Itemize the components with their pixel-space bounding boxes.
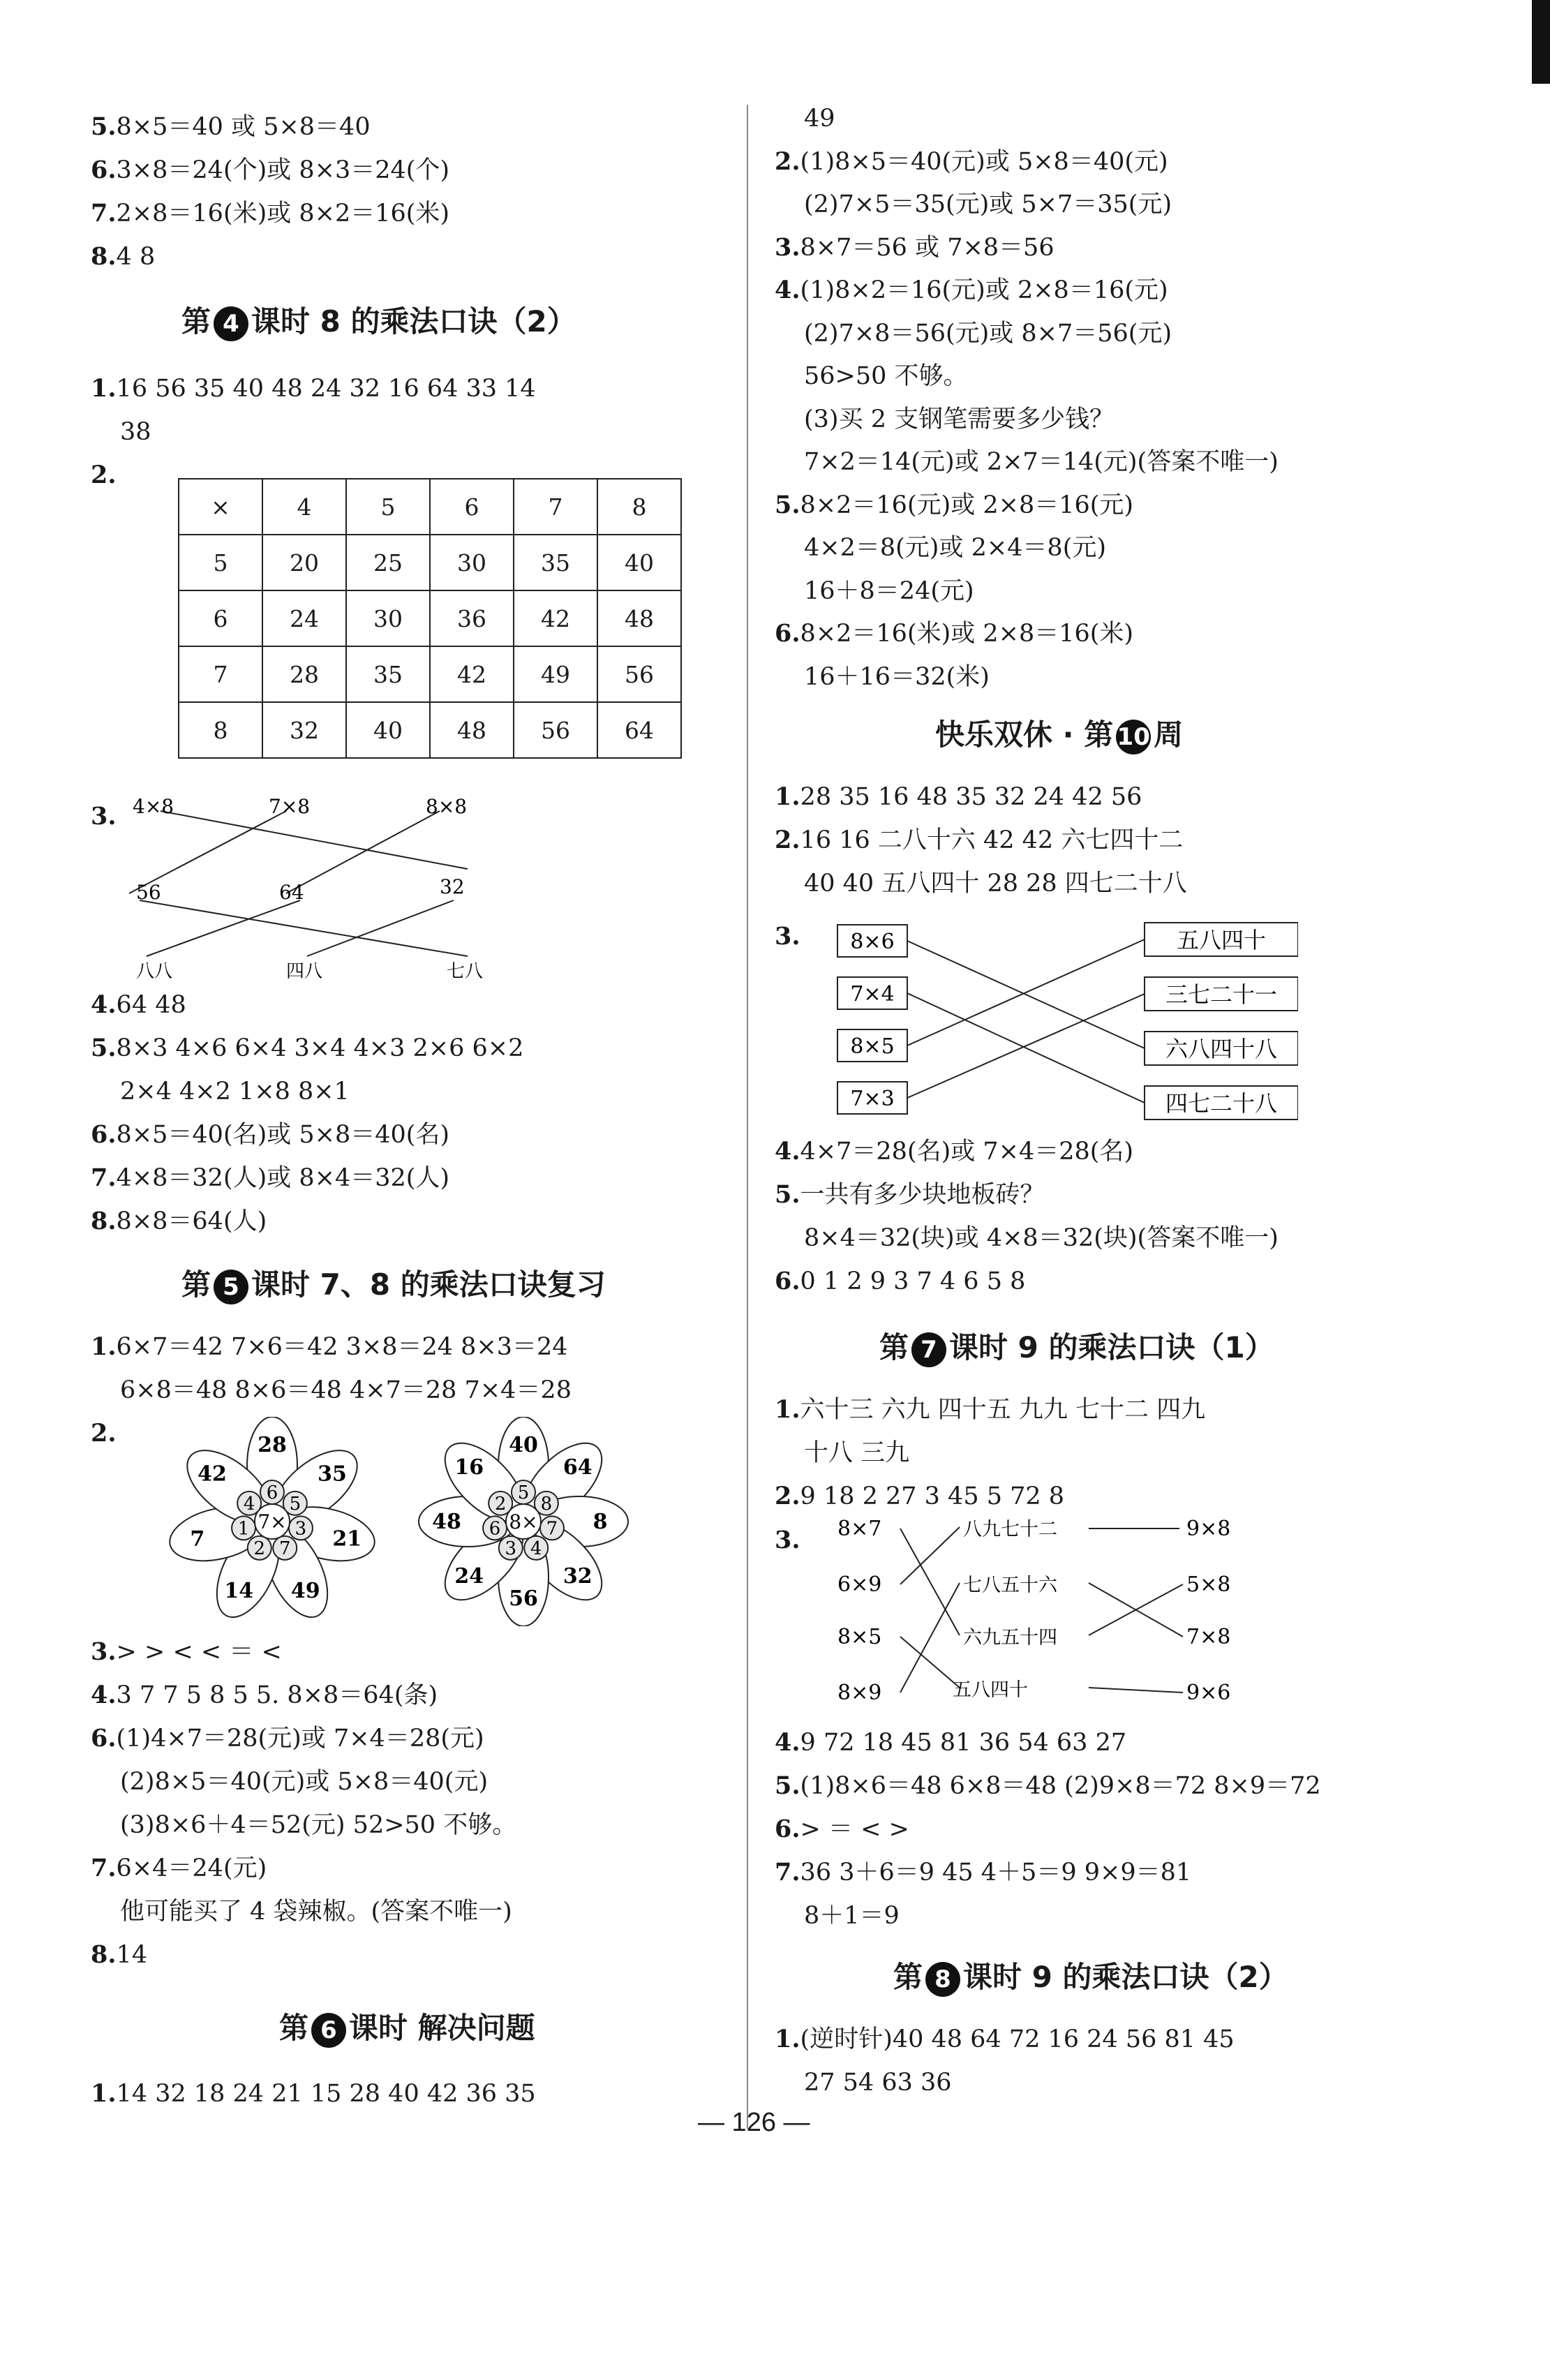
question-number: 6. [91, 1724, 117, 1753]
table-cell: 6 [179, 590, 262, 646]
table-cell: × [179, 479, 262, 535]
table-cell: 48 [597, 590, 681, 646]
match-line [900, 1527, 960, 1584]
answer-line [775, 275, 1168, 306]
answer-line [91, 2078, 536, 2109]
match-line [900, 1583, 960, 1693]
table-row [179, 535, 681, 590]
question-number: 3. [91, 1637, 117, 1666]
answer-line [91, 241, 155, 272]
petal-value: 8 [593, 1510, 608, 1534]
inner-value: 3 [295, 1518, 307, 1540]
matching-boxes-diagram [810, 914, 1298, 1124]
question-number: 5. [91, 112, 117, 141]
inner-value: 6 [489, 1518, 501, 1540]
answer-text: (1)8×2＝16(元)或 2×8＝16(元) [800, 276, 1168, 304]
answer-line [120, 1767, 488, 1797]
question-number: 4. [775, 276, 800, 304]
answer-line [804, 103, 835, 134]
question-number: 6. [91, 1120, 117, 1149]
rhyme-label: 四七二十八 [1165, 1090, 1278, 1117]
answer-line [804, 662, 990, 692]
answer-line [804, 533, 1106, 563]
answer-text: 8×5＝40 或 5×8＝40 [116, 113, 371, 141]
rhyme-label: 八九七十二 [963, 1519, 1057, 1540]
table-row [179, 590, 681, 646]
answer-line [804, 1223, 1279, 1254]
answer-line [804, 1438, 909, 1468]
table-cell: 35 [514, 535, 597, 590]
section-heading-lesson-8: 第 8 课时 9 的乘法口诀（2） [893, 1954, 1288, 1997]
answer-text: (2)7×8＝56(元)或 8×7＝56(元) [804, 319, 1172, 348]
answer-line [120, 417, 151, 447]
answer-text: 8×2＝16(米)或 2×8＝16(米) [800, 620, 1134, 648]
petal-value: 14 [224, 1579, 254, 1604]
question-number: 7. [91, 1163, 117, 1192]
multiplication-table [178, 478, 682, 759]
table-cell: 42 [430, 646, 514, 702]
question-number: 1. [91, 374, 117, 403]
answer-text: (3)8×6＋4＝52(元) 52>50 不够。 [120, 1811, 517, 1839]
answer-text: 8×7＝56 或 7×8＝56 [800, 233, 1055, 262]
answer-text: 8×4＝32(块)或 4×8＝32(块)(答案不唯一) [804, 1224, 1279, 1252]
answer-text: 4×8＝32(人)或 8×4＝32(人) [116, 1164, 450, 1192]
answer-line [804, 361, 968, 392]
answer-line [91, 1418, 117, 1449]
section-heading-lesson-7: 第 7 课时 9 的乘法口诀（1） [879, 1325, 1274, 1367]
petal-value: 7 [190, 1526, 205, 1552]
product-label: 56 [136, 881, 161, 904]
question-number: 4. [91, 990, 117, 1019]
rhyme-label: 六八四十八 [1165, 1036, 1278, 1062]
answer-text: 16 56 35 40 48 24 32 16 64 33 14 [116, 375, 536, 403]
answer-line [775, 825, 1183, 856]
section-heading-lesson-6: 第 6 课时 解决问题 [279, 2005, 535, 2048]
answer-text: > ＝ < > [800, 1815, 909, 1843]
petal-value: 28 [258, 1433, 287, 1457]
page-edge-mark [1532, 0, 1550, 84]
answer-line [775, 1136, 1133, 1167]
answer-text: 3×8＝24(个)或 8×3＝24(个) [116, 156, 450, 184]
table-cell: 42 [514, 590, 597, 646]
matching-diagram [119, 796, 565, 984]
table-cell: 5 [346, 479, 430, 535]
answer-line [775, 1481, 1064, 1512]
question-number: 4. [91, 1681, 117, 1709]
answer-text: 6×4＝24(元) [116, 1854, 267, 1882]
table-cell: 36 [430, 590, 514, 646]
expr-label: 9×6 [1186, 1681, 1231, 1705]
rhyme-label: 五八四十 [1176, 927, 1267, 953]
inner-value: 8 [540, 1493, 553, 1515]
section-heading-weekend-10: 快乐双休 · 第 10 周 [935, 712, 1183, 754]
table-cell: 8 [179, 702, 262, 758]
expr-label: 8×8 [426, 796, 468, 818]
answer-text: 六十三 六九 四十五 九九 七十二 四九 [800, 1396, 1206, 1424]
inner-value: 2 [253, 1538, 266, 1559]
question-number: 8. [91, 242, 117, 271]
petal-value: 21 [332, 1526, 362, 1552]
answer-text: 16 16 二八十六 42 42 六七四十二 [800, 826, 1184, 854]
answer-text: 4×2＝8(元)或 2×4＝8(元) [804, 534, 1107, 562]
question-number: 7. [91, 199, 117, 228]
answer-line [804, 576, 974, 607]
table-row [179, 646, 681, 702]
match-line [1089, 1584, 1183, 1635]
expr-label: 8×7 [837, 1517, 882, 1541]
answer-text: 38 [120, 418, 151, 446]
answer-line [775, 232, 1055, 263]
inner-value: 3 [505, 1538, 517, 1559]
petal-value: 64 [562, 1455, 593, 1480]
match-line [900, 1529, 960, 1635]
question-number: 2. [775, 826, 800, 854]
center-label: 7× [258, 1510, 287, 1533]
answer-line [91, 1853, 267, 1884]
table-cell: 35 [346, 646, 430, 702]
question-number: 2. [775, 1482, 800, 1510]
inner-value: 4 [530, 1538, 542, 1559]
answer-text: 40 40 五八四十 28 28 四七二十八 [804, 870, 1187, 898]
answer-text: 14 [116, 1941, 148, 1969]
section-heading-lesson-5: 第 5 课时 7、8 的乘法口诀复习 [181, 1262, 606, 1304]
product-label: 64 [279, 881, 304, 904]
petal-value: 42 [198, 1462, 227, 1487]
answer-line [91, 1332, 568, 1362]
answer-text: 2×4 4×2 1×8 8×1 [120, 1078, 350, 1106]
answer-line [91, 373, 536, 404]
petal-value: 40 [509, 1433, 538, 1457]
expr-label: 4×8 [133, 796, 174, 818]
table-cell: 30 [430, 535, 514, 590]
answer-line [804, 2067, 952, 2098]
question-number: 5. [775, 1180, 800, 1209]
answer-line [804, 1901, 900, 1931]
table-cell: 7 [514, 479, 597, 535]
answer-line [775, 1771, 1321, 1801]
question-number: 1. [775, 2025, 800, 2053]
answer-line [775, 1857, 1191, 1888]
expr-label: 7×8 [269, 796, 311, 818]
answer-line [775, 1180, 1045, 1210]
table-cell: 6 [430, 479, 514, 535]
petal-value: 49 [290, 1579, 320, 1604]
inner-value: 7 [546, 1518, 558, 1540]
answer-line [120, 1375, 572, 1406]
match-line [900, 1637, 960, 1688]
expr-label: 5×8 [1186, 1572, 1231, 1597]
petal-value: 56 [509, 1586, 538, 1611]
answer-text: 7×2＝14(元)或 2×7＝14(元)(答案不唯一) [804, 448, 1279, 476]
answer-text: 14 32 18 24 21 15 28 40 42 36 35 [116, 2080, 536, 2108]
petal-value: 32 [562, 1563, 593, 1589]
inner-value: 5 [289, 1493, 301, 1515]
answer-text: 4×7＝28(名)或 7×4＝28(名) [800, 1138, 1134, 1166]
answer-text: (2)8×5＝40(元)或 5×8＝40(元) [120, 1768, 489, 1796]
table-cell: 24 [262, 590, 346, 646]
answer-text: 8×5＝40(名)或 5×8＝40(名) [116, 1121, 450, 1149]
answer-text: 十八 三九 [804, 1439, 910, 1467]
table-cell: 25 [346, 535, 430, 590]
expr-label: 6×9 [837, 1572, 882, 1597]
answer-text: 27 54 63 36 [804, 2069, 952, 2097]
answer-text: 16＋8＝24(元) [804, 577, 974, 605]
answer-line [775, 1727, 1126, 1758]
question-number: 6. [775, 619, 800, 648]
table-cell: 8 [597, 479, 681, 535]
answer-line [120, 1810, 516, 1840]
answer-text: 3 7 7 5 8 5 5. 8×8＝64(条) [116, 1681, 438, 1709]
answer-line [775, 147, 1168, 177]
table-cell: 40 [597, 535, 681, 590]
answer-text: 64 48 [116, 991, 186, 1019]
answer-text: 他可能买了 4 袋辣椒。(答案不唯一) [120, 1898, 512, 1926]
rhyme-label: 三七二十一 [1165, 981, 1278, 1008]
petal-value: 24 [454, 1563, 484, 1589]
answer-line [120, 1896, 512, 1927]
answer-line [91, 1723, 484, 1754]
expr-label: 8×9 [837, 1681, 882, 1705]
question-number: 8. [91, 1207, 117, 1235]
question-number: 6. [91, 156, 117, 184]
answer-text: 8＋1＝9 [804, 1902, 900, 1930]
question-number: 1. [775, 782, 800, 811]
question-number: 4. [775, 1728, 800, 1757]
question-number: 3. [775, 232, 800, 262]
table-cell: 56 [597, 646, 681, 702]
center-label: 8× [509, 1510, 538, 1533]
match-line [907, 941, 1145, 1048]
question-number: 6. [775, 1815, 800, 1843]
answer-line [91, 198, 449, 229]
inner-value: 2 [494, 1493, 507, 1515]
table-cell: 32 [262, 702, 346, 758]
table-row [179, 702, 681, 758]
answer-text: (3)买 2 支钢笔需要多少钱？ [804, 405, 1115, 433]
answer-line [91, 1940, 147, 1970]
answer-text: > > < < ＝ < [116, 1638, 282, 1666]
expr-label: 8×6 [850, 930, 895, 954]
answer-line [91, 990, 186, 1020]
answer-line [775, 490, 1133, 521]
expr-label: 7×4 [850, 982, 895, 1006]
answer-text: 8×8＝64(人) [116, 1207, 267, 1235]
table-cell: 28 [262, 646, 346, 702]
question-number: 1. [91, 2079, 117, 2108]
rhyme-label: 五八四十 [953, 1679, 1028, 1701]
answer-text: 28 35 16 48 35 32 24 42 56 [800, 783, 1142, 811]
rhyme-label: 八八 [136, 961, 173, 982]
table-cell: 5 [179, 535, 262, 590]
answer-line [775, 782, 1142, 812]
answer-text: 4 8 [116, 243, 156, 271]
answer-line [804, 447, 1279, 477]
answer-text: 49 [804, 105, 835, 133]
answer-text: 56>50 不够。 [804, 362, 968, 390]
answer-line [775, 1266, 1025, 1297]
product-label: 32 [440, 875, 465, 898]
answer-text: (1)8×5＝40(元)或 5×8＝40(元) [800, 147, 1168, 176]
table-cell: 48 [430, 702, 514, 758]
answer-text: (逆时针)40 48 64 72 16 24 56 81 45 [800, 2025, 1235, 2053]
question-number: 1. [775, 1395, 800, 1424]
table-cell: 49 [514, 646, 597, 702]
answer-line [91, 1120, 449, 1150]
answer-line [804, 318, 1172, 349]
question-number: 3. [91, 802, 117, 831]
answer-text: 一共有多少块地板砖？ [800, 1181, 1045, 1209]
answer-text: 9 18 2 27 3 45 5 72 8 [800, 1482, 1065, 1510]
inner-value: 6 [266, 1482, 278, 1503]
table-cell: 7 [179, 646, 262, 702]
inner-value: 4 [243, 1493, 255, 1515]
answer-line [775, 1814, 909, 1845]
expr-label: 7×3 [850, 1087, 895, 1111]
answer-line [91, 1637, 282, 1667]
question-number: 4. [775, 1137, 800, 1166]
inner-value: 1 [237, 1518, 250, 1540]
expr-label: 9×8 [1186, 1517, 1231, 1541]
section-heading-lesson-4: 第 4 课时 8 的乘法口诀（2） [181, 299, 576, 341]
match-line [907, 939, 1145, 1046]
answer-line [91, 112, 371, 142]
rhyme-label: 六九五十四 [963, 1627, 1057, 1649]
question-number: 3. [775, 922, 800, 951]
column-divider [747, 105, 748, 2129]
rhyme-label: 四八 [286, 961, 323, 982]
table-cell: 30 [346, 590, 430, 646]
question-number: 8. [91, 1940, 117, 1969]
answer-text: 8×2＝16(元)或 2×8＝16(元) [800, 491, 1134, 519]
answer-line [91, 1163, 449, 1193]
question-number: 5. [775, 490, 800, 519]
answer-line [775, 618, 1133, 649]
answer-line [775, 2024, 1235, 2055]
table-cell: 20 [262, 535, 346, 590]
answer-line [91, 1206, 267, 1237]
question-number: 2. [91, 461, 117, 489]
table-cell: 64 [597, 702, 681, 758]
match-line [1089, 1688, 1183, 1693]
answer-text: 9 72 18 45 81 36 54 63 27 [800, 1729, 1127, 1757]
question-number: 7. [91, 1854, 117, 1882]
petal-value: 16 [454, 1455, 484, 1480]
answer-text: 6×8＝48 8×6＝48 4×7＝28 7×4＝28 [120, 1376, 572, 1404]
answer-text: 36 3＋6＝9 45 4＋5＝9 9×9＝81 [800, 1859, 1192, 1887]
answer-line [91, 155, 449, 186]
answer-line [804, 404, 1114, 435]
answer-text: (1)4×7＝28(元)或 7×4＝28(元) [116, 1725, 484, 1753]
question-number: 5. [775, 1771, 800, 1800]
answer-text: (2)7×5＝35(元)或 5×7＝35(元) [804, 191, 1172, 218]
answer-line [91, 1033, 523, 1064]
answer-text: 0 1 2 9 3 7 4 6 5 8 [800, 1267, 1026, 1295]
expr-label: 7×8 [1186, 1625, 1231, 1649]
question-number: 2. [775, 147, 800, 176]
answer-text: 6×7＝42 7×6＝42 3×8＝24 8×3＝24 [116, 1333, 568, 1361]
inner-value: 7 [278, 1538, 291, 1559]
answer-text: 2×8＝16(米)或 8×2＝16(米) [116, 200, 450, 228]
petal-value: 35 [318, 1462, 347, 1487]
rhyme-label: 七八五十六 [963, 1575, 1057, 1596]
table-row [179, 479, 681, 535]
rhyme-label: 七八 [447, 961, 484, 982]
inner-value: 5 [517, 1482, 530, 1503]
matching-rhymes-diagram [810, 1515, 1298, 1717]
answer-text: 16＋16＝32(米) [804, 662, 990, 691]
answer-line [120, 1076, 350, 1107]
answer-line [91, 460, 117, 491]
answer-text: (1)8×6＝48 6×8＝48 (2)9×8＝72 8×9＝72 [800, 1772, 1321, 1800]
expr-label: 8×5 [837, 1625, 882, 1649]
question-number: 1. [91, 1332, 117, 1361]
answer-line [775, 1394, 1205, 1425]
answer-text: 8×3 4×6 6×4 3×4 4×3 2×6 6×2 [116, 1034, 524, 1062]
table-cell: 4 [262, 479, 346, 535]
question-number: 5. [91, 1034, 117, 1062]
question-number: 6. [775, 1267, 800, 1295]
question-number: 7. [775, 1858, 800, 1887]
answer-line [804, 868, 1187, 899]
table-cell: 56 [514, 702, 597, 758]
petal-value: 48 [432, 1510, 461, 1534]
page-number: — 126 — [698, 2108, 810, 2137]
expr-label: 8×5 [850, 1034, 895, 1059]
question-number: 2. [91, 1419, 117, 1448]
question-number: 3. [775, 1526, 800, 1554]
answer-line [804, 189, 1172, 220]
answer-line [91, 1680, 438, 1711]
table-cell: 40 [346, 702, 430, 758]
flower-diagrams [147, 1417, 649, 1626]
